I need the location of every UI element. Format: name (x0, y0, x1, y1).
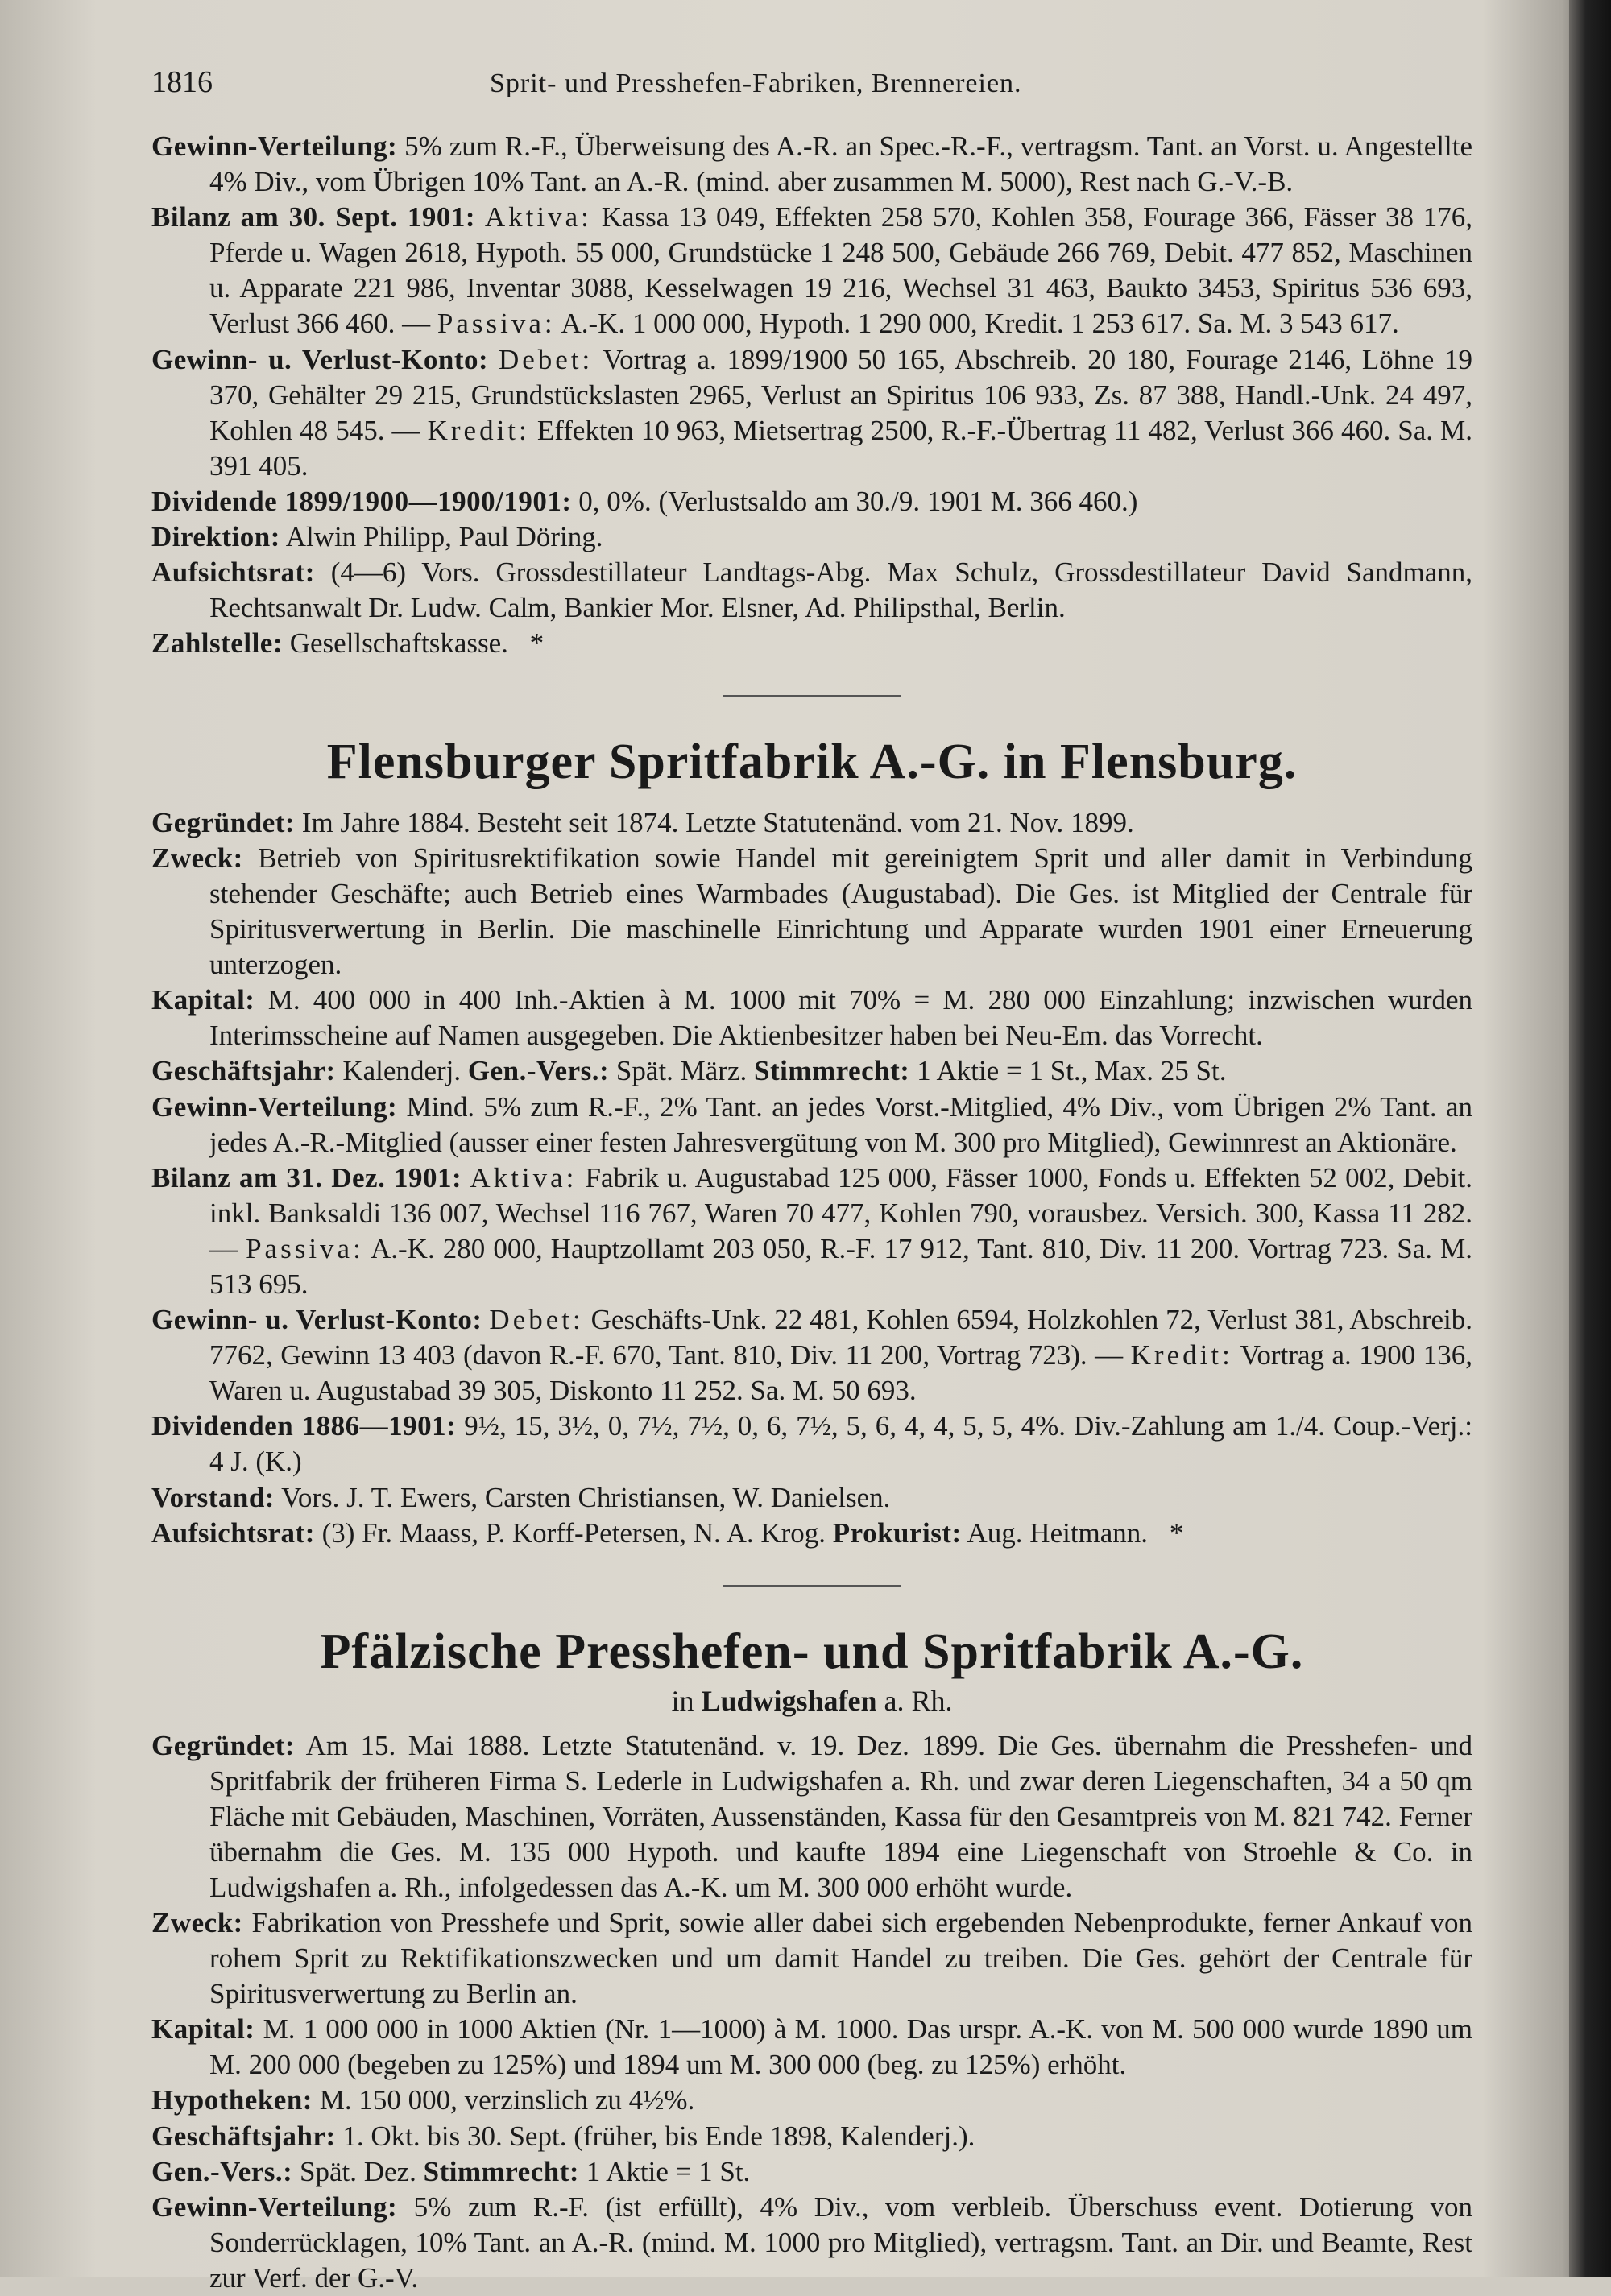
text: Mind. 5% zum R.-F., 2% Tant. an jedes Vorst.-Mitglied, 4% Div., vom Übrigen 2% Tant. an jedes A.-R.-Mitglied (ausser einer festen Jahresvergütung von M. 300 pro Mitglied), Gewinnrest an Aktionäre. (209, 1090, 1473, 1158)
text: 5% zum R.-F. (ist erfüllt), 4% Div., vom verbleib. Überschuss event. Dotierung von Sonderrücklagen, 10% Tant. an A.-R. (mind. M. 1000 pro Mitglied), vertragsm. Tant. an Dir. und Beamte, Rest zur Verf. der G.-V. (209, 2191, 1472, 2294)
subtitle-post: a. Rh. (884, 1685, 953, 1718)
debet: Geschäfts-Unk. 22 481, Kohlen 6594, Holzkohlen 72, Verlust 381, Abschreib. 7762, Gewinn 13 403 (davon R.-F. 670, Tant. 810, Div. 11 200, Vortrag 723). — (209, 1304, 1473, 1371)
label: Zweck: (151, 842, 243, 874)
gewinn-verteilung-1 (151, 129, 1472, 200)
running-title: Sprit- und Presshefen-Fabriken, Brennereien. (490, 68, 1022, 98)
label: Dividende 1899/1900—1900/1901: (151, 485, 572, 517)
prokurist-text: Aug. Heitmann. (967, 1516, 1149, 1549)
entry-continued (151, 129, 1472, 661)
label: Gen.-Vers.: (151, 2155, 293, 2187)
text: (3) Fr. Maass, P. Korff-Petersen, N. A. Krog. (321, 1516, 826, 1549)
text: M. 400 000 in 400 Inh.-Aktien à M. 1000 mit 70% = M. 280 000 Einzahlung; inzwischen wurden Interimsscheine auf Namen ausgegeben. Die Aktienbesitzer haben bei Neu-Em. das Vorrecht. (209, 984, 1473, 1052)
label: Zweck: (151, 1906, 243, 1938)
company-title: Flensburger Spritfabrik A.-G. in Flensburg. (326, 734, 1298, 790)
zahlstelle-1 (151, 626, 1472, 661)
text: Alwin Philipp, Paul Döring. (285, 521, 603, 553)
asterisk: * (1169, 1516, 1184, 1549)
passiva: A.-K. 280 000, Hauptzollamt 203 050, R.-F. 17 912, Tant. 810, Div. 11 200. Vortrag 723. Sa. M. 513 695. (209, 1232, 1473, 1301)
text: 0, 0%. (Verlustsaldo am 30./9. 1901 M. 366 460.) (578, 485, 1138, 517)
vorstand-2 (151, 1480, 1472, 1516)
direktion-1 (151, 519, 1472, 555)
passiva-label: Passiva: (246, 1232, 364, 1264)
aktiva: Fabrik u. Augustabad 125 000, Fässer 1000, Fonds u. Effekten 52 002, Debit. inkl. Banksaldi 136 007, Wechsel 116 767, Waren 70 477, Kohlen 790, vorausbez. Versich. 300, Kassa 11 282. — (209, 1161, 1473, 1264)
kapital-3 (151, 2012, 1472, 2083)
kredit-label: Kredit: (1130, 1339, 1233, 1371)
kapital-2 (151, 983, 1472, 1053)
text: 5% zum R.-F., Überweisung des A.-R. an Spec.-R.-F., vertragsm. Tant. an Vorst. u. Angestellte 4% Div., vom Übrigen 10% Tant. an A.-R. (mind. aber zusammen M. 5000), Rest nach G.-V.-B. (209, 130, 1473, 198)
debet-label: Debet: (498, 343, 594, 375)
text: Betrieb von Spiritusrektifikation sowie Handel mit gereinigtem Sprit und aller damit in Verbindung stehender Geschäfte; auch Betrieb eines Warmbades (Augustabad). Die Ges. ist Mitglied der Centrale für Spiritusverwertung in Berlin. Die maschinelle Einrichtung und Apparate wurden 1901 einer Erneuerung unterzogen. (209, 842, 1472, 981)
label: Dividenden 1886—1901: (151, 1410, 457, 1442)
stimmrecht-text: 1 Aktie = 1 St., Max. 25 St. (917, 1055, 1227, 1087)
zweck-3 (151, 1905, 1472, 2012)
text: Kalenderj. (342, 1055, 462, 1087)
prokurist-label: Prokurist: (832, 1516, 962, 1549)
genvers-label: Gen.-Vers.: (467, 1055, 610, 1087)
text: Im Jahre 1884. Besteht seit 1874. Letzte Statutenänd. vom 21. Nov. 1899. (301, 806, 1134, 838)
subtitle-city: Ludwigshafen (701, 1685, 877, 1718)
aufsichtsrat-2 (151, 1516, 1472, 1551)
label: Kapital: (151, 984, 255, 1016)
gegruendet-2 (151, 805, 1472, 841)
passiva-label: Passiva: (437, 308, 556, 340)
page-header (151, 64, 1472, 129)
company-title: Pfälzische Presshefen- und Spritfabrik A.-G. (320, 1624, 1304, 1679)
kredit: Vortrag a. 1900 136, Waren u. Augustabad 39 305, Diskonto 11 252. Sa. M. 50 693. (209, 1339, 1473, 1407)
label: Gewinn-Verteilung: (151, 1090, 398, 1123)
label: Vorstand: (151, 1481, 275, 1513)
debet: Vortrag a. 1899/1900 50 165, Abschreib. 20 180, Fourage 2146, Löhne 19 370, Gehälter 29 215, Grundstückslasten 2965, Verlust an Spiritus 106 933, Zs. 87 388, Handl.-Unk. 24 497, Kohlen 48 545. — (209, 343, 1472, 446)
text: M. 150 000, verzinslich zu 4½%. (319, 2084, 695, 2116)
text: 9½, 15, 3½, 0, 7½, 7½, 0, 6, 7½, 5, 6, 4, 4, 5, 5, 4%. Div.-Zahlung am 1./4. Coup.-Verj.: 4 J. (K.) (209, 1410, 1473, 1478)
aktiva: Kassa 13 049, Effekten 258 570, Kohlen 358, Fourage 366, Fässer 38 176, Pferde u. Wagen 2618, Hypoth. 55 000, Grundstücke 1 248 500, Gebäude 266 769, Debit. 477 852, Maschinen u. Apparate 221 986, Inventar 3088, Kesselwagen 19 216, Wechsel 31 463, Baukto 3453, Spiritus 536 693, Verlust 366 460. — (209, 201, 1473, 340)
kredit: Effekten 10 963, Mietsertrag 2500, R.-F.-Übertrag 11 482, Verlust 366 460. Sa. M. 391 405. (209, 414, 1472, 482)
label: Aufsichtsrat: (151, 556, 315, 589)
text: 1. Okt. bis 30. Sept. (früher, bis Ende 1898, Kalenderj.). (342, 2120, 975, 2152)
passiva: A.-K. 1 000 000, Hypoth. 1 290 000, Kredit. 1 253 617. Sa. M. 3 543 617. (561, 308, 1399, 340)
dividenden-2 (151, 1409, 1472, 1479)
stimmrecht-text: 1 Aktie = 1 St. (586, 2155, 751, 2187)
label: Direktion: (151, 521, 280, 553)
label: Gewinn- u. Verlust-Konto: (151, 1304, 482, 1336)
hypotheken-3 (151, 2083, 1472, 2118)
stimmrecht-label: Stimmrecht: (423, 2155, 580, 2187)
text: Fabrikation von Presshefe und Sprit, sowie aller dabei sich ergebenden Nebenprodukte, ferner Ankauf von rohem Sprit zu Rektifikationszwecken und um damit Handel zu treiben. Die Ges. gehört der Centrale für Spiritusverwertung zu Berlin an. (209, 1906, 1473, 2010)
label: Bilanz am 30. Sept. 1901: (151, 201, 476, 234)
bilanz-2 (151, 1160, 1472, 1302)
separator (151, 1551, 1472, 1622)
scan-edge (1569, 0, 1611, 2277)
gewinn-verlust-1 (151, 342, 1472, 484)
text: Vors. J. T. Ewers, Carsten Christiansen, W. Danielsen. (281, 1481, 891, 1513)
geschaeftsjahr-2 (151, 1053, 1472, 1089)
label: Kapital: (151, 2013, 255, 2046)
asterisk: * (529, 627, 545, 660)
page-number: 1816 (151, 65, 213, 99)
label: Geschäftsjahr: (151, 1055, 336, 1087)
debet-label: Debet: (489, 1304, 584, 1336)
label: Gewinn- u. Verlust-Konto: (151, 343, 489, 375)
aufsichtsrat-1 (151, 555, 1472, 626)
text: (4—6) Vors. Grossdestillateur Landtags-Abg. Max Schulz, Grossdestillateur David Sandmann, Rechtsanwalt Dr. Ludw. Calm, Bankier Mor. Elsner, Ad. Philipsthal, Berlin. (209, 556, 1473, 624)
label: Gegründet: (151, 1729, 296, 1761)
gegruendet-3 (151, 1728, 1472, 1905)
label: Gegründet: (151, 806, 296, 838)
kredit-label: Kredit: (427, 414, 530, 446)
genvers-3 (151, 2154, 1472, 2190)
content (151, 64, 1472, 2296)
text: M. 1 000 000 in 1000 Aktien (Nr. 1—1000) à M. 1000. Das urspr. A.-K. von M. 500 000 wurde 1890 um M. 200 000 (begeben zu 125%) und 1894 um M. 300 000 (beg. zu 125%) erhöht. (209, 2013, 1473, 2081)
label: Geschäftsjahr: (151, 2120, 336, 2152)
subtitle-pre: in (671, 1685, 694, 1718)
label: Bilanz am 31. Dez. 1901: (151, 1161, 462, 1194)
zweck-2 (151, 841, 1472, 983)
text: Gesellschaftskasse. (289, 627, 508, 660)
company-subtitle (151, 1683, 1472, 1719)
aktiva-label: Aktiva: (470, 1161, 578, 1194)
label: Hypotheken: (151, 2084, 313, 2116)
aktiva-label: Aktiva: (484, 201, 592, 234)
bilanz-1 (151, 200, 1472, 341)
stimmrecht-label: Stimmrecht: (753, 1055, 910, 1087)
entry-flensburger (151, 732, 1472, 1550)
gewinn-verlust-2 (151, 1302, 1472, 1409)
genvers-text: Spät. März. (615, 1055, 748, 1087)
label: Gewinn-Verteilung: (151, 130, 398, 162)
entry-pfaelzische (151, 1622, 1472, 2296)
geschaeftsjahr-3 (151, 2119, 1472, 2154)
text: Spät. Dez. (300, 2155, 416, 2187)
label: Aufsichtsrat: (151, 1516, 315, 1549)
gewinn-verteilung-2 (151, 1090, 1472, 1160)
text: Am 15. Mai 1888. Letzte Statutenänd. v. 19. Dez. 1899. Die Ges. übernahm die Presshefen- und Spritfabrik der früheren Firma S. Lederle in Ludwigshafen a. Rh. und zwar deren Liegenschaften, 34 a 50 qm Fläche mit Gebäuden, Maschinen, Vorräten, Aussenständen, Kassa für den Gesamtpreis von M. 821 742. Ferner übernahm die Ges. M. 135 000 Hypoth. und kaufte 1894 eine Liegenschaft von Stroehle & Co. in Ludwigshafen a. Rh., infolgedessen das A.-K. um M. 300 000 erhöht wurde. (209, 1729, 1472, 1903)
separator (151, 661, 1472, 732)
label: Gewinn-Verteilung: (151, 2191, 398, 2223)
label: Zahlstelle: (151, 627, 283, 660)
dividende-1 (151, 484, 1472, 519)
gewinn-verteilung-3 (151, 2190, 1472, 2296)
